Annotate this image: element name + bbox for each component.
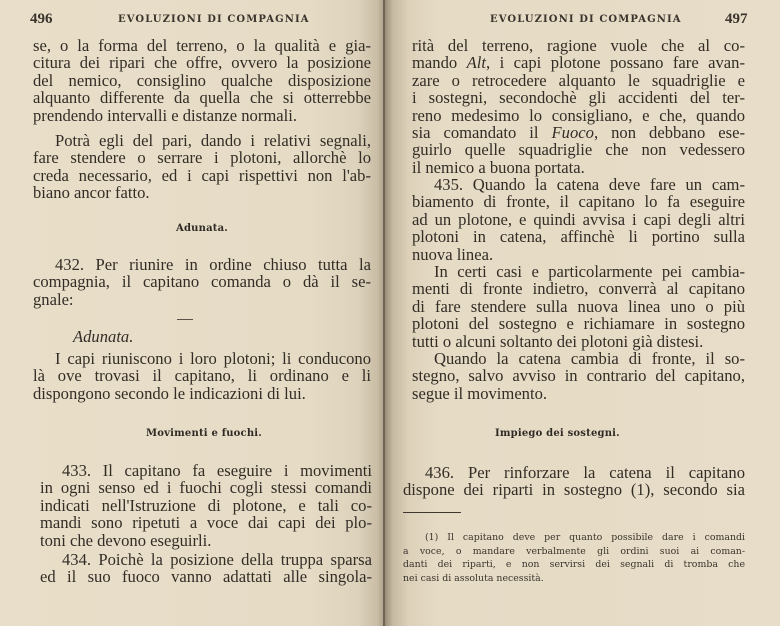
text-line: citura dei ripari che offre, ovvero la posizione bbox=[33, 53, 371, 73]
text-line: plotoni del sostegno e richiamare in sostegno bbox=[412, 314, 745, 334]
text-line bbox=[412, 89, 745, 106]
text-run: zare o retrocedere alquanto le squadriglie e bbox=[412, 70, 745, 90]
text-run: mando bbox=[412, 53, 467, 73]
text-line: compagnia, il capitano comanda o dà il se- bbox=[33, 272, 371, 292]
paragraph-capi bbox=[33, 350, 371, 402]
text-line: indicati nell'Istruzione di plotone, e tali co- bbox=[40, 495, 372, 515]
text-line: se, o la forma del terreno, o la qualità e gia- bbox=[33, 36, 371, 55]
text-line bbox=[412, 141, 745, 158]
text-line: ed il suo fuoco vanno adattati alle singola- bbox=[40, 567, 372, 587]
paragraph-quando bbox=[412, 350, 745, 402]
paragraph-continuation bbox=[412, 37, 745, 176]
paragraph-432 bbox=[33, 256, 371, 308]
paragraph-436 bbox=[403, 464, 745, 499]
paragraph-continuation bbox=[33, 37, 371, 124]
text-line: fare stendere o serrare i plotoni, allorchè lo bbox=[33, 148, 371, 168]
footnote-line: danti dei riparti, e non servirsi dei segnali di tromba che bbox=[403, 559, 745, 571]
text-run: reno medesimo lo consigliano, e che, quando bbox=[412, 105, 745, 125]
page-number: 497 bbox=[725, 11, 748, 27]
command-alt: Alt bbox=[466, 53, 486, 73]
text-run: guirlo quelle squadriglie che non vedessero bbox=[412, 140, 745, 160]
right-page bbox=[385, 0, 780, 626]
text-run: , non debbano ese- bbox=[593, 123, 745, 143]
text-line: là ove trovasi il capitano, li ordinano e li bbox=[33, 366, 371, 386]
text-line: stegno, salvo avviso in contrario del capitano, bbox=[412, 366, 745, 386]
text-line: toni che devono eseguirli. bbox=[40, 530, 212, 550]
text-line: biano ancor fatto. bbox=[33, 183, 150, 203]
text-line: In certi casi e particolarmente pei cambia- bbox=[434, 262, 745, 281]
paragraph-433 bbox=[40, 462, 372, 549]
text-line: dispone dei riparti in sostegno (1), secondo sia bbox=[403, 480, 745, 500]
footnote-line: a voce, o mandare verbalmente gli ordini suoi ai coman- bbox=[403, 545, 745, 557]
text-line: gnale: bbox=[33, 289, 74, 309]
text-line: mandi sono ripetuti a voce dai capi dei plo- bbox=[40, 513, 372, 533]
text-line bbox=[412, 54, 745, 71]
text-line: 433. Il capitano fa eseguire i movimenti bbox=[62, 461, 372, 480]
text-run: rità del terreno, ragione vuole che al co- bbox=[412, 36, 745, 55]
text-run: il nemico a buona portata. bbox=[412, 157, 585, 177]
text-line: Potrà egli del pari, dando i relativi segnali, bbox=[55, 131, 371, 150]
text-line: plotoni in catena, affinchè li portino sulla bbox=[412, 227, 745, 247]
footnote-line: (1) Il capitano deve per quanto possibile dare i comandi bbox=[425, 532, 745, 543]
running-head: EVOLUZIONI DI COMPAGNIA bbox=[118, 14, 310, 25]
footnote-rule bbox=[403, 512, 461, 513]
footnote-line: nei casi di assoluta necessità. bbox=[403, 572, 544, 584]
text-line: di fare stendere sulla nuova linea uno o più bbox=[412, 296, 745, 316]
text-line: 432. Per riunire in ordine chiuso tutta la bbox=[55, 255, 371, 274]
text-line bbox=[412, 37, 745, 54]
text-line: tutti o alcuni soltanto dei plotoni già distesi. bbox=[412, 331, 704, 351]
text-line: nuova linea. bbox=[412, 244, 494, 264]
text-line bbox=[412, 72, 745, 89]
footnote bbox=[403, 531, 745, 585]
text-line bbox=[412, 159, 745, 176]
command-fuoco: Fuoco bbox=[551, 123, 594, 143]
page-number: 496 bbox=[30, 11, 53, 27]
text-run: i sostegni, secondochè gli accidenti del ter- bbox=[412, 88, 745, 108]
text-line: dispongono secondo le indicazioni di lui. bbox=[33, 383, 306, 403]
section-heading-movimenti: Movimenti e fuochi. bbox=[146, 428, 262, 439]
command-adunata: Adunata. bbox=[73, 327, 134, 346]
paragraph-435 bbox=[412, 176, 745, 263]
text-line: 436. Per rinforzare la catena il capitano bbox=[425, 463, 745, 482]
text-line: alquanto differente da quella che si otterrebbe bbox=[33, 88, 371, 108]
running-head: EVOLUZIONI DI COMPAGNIA bbox=[490, 14, 682, 25]
text-run: sia comandato il bbox=[412, 123, 552, 143]
text-line bbox=[412, 124, 745, 141]
text-line: del nemico, consiglino qualche disposizione bbox=[33, 70, 371, 90]
text-line: 434. Poichè la posizione della truppa sparsa bbox=[62, 550, 372, 569]
text-line: creda necessario, ed i capi rispettivi non l'ab- bbox=[33, 165, 371, 185]
text-line: ad un plotone, e quindi avvisa i capi degli altri bbox=[412, 209, 745, 229]
text-line: prendendo intervalli e distanze normali. bbox=[33, 105, 298, 125]
left-page bbox=[0, 0, 385, 626]
text-line: I capi riuniscono i loro plotoni; li conducono bbox=[55, 349, 371, 368]
section-heading-adunata: Adunata. bbox=[176, 223, 228, 234]
paragraph-434 bbox=[40, 551, 372, 586]
text-line: biamento di fronte, il capitano lo fa eseguire bbox=[412, 192, 745, 212]
text-run: , i capi plotone possano fare avan- bbox=[485, 53, 745, 73]
section-heading-impiego: Impiego dei sostegni. bbox=[495, 428, 620, 439]
text-line: menti di fronte indietro, converrà al capitano bbox=[412, 279, 745, 299]
text-line: segue il movimento. bbox=[412, 383, 548, 403]
text-line bbox=[412, 107, 745, 124]
text-line: in ogni senso ed i fuochi cogli stessi comandi bbox=[40, 478, 372, 498]
separator-dash bbox=[177, 319, 193, 320]
paragraph-potra bbox=[33, 132, 371, 202]
text-line: Quando la catena cambia di fronte, il so- bbox=[434, 349, 745, 368]
paragraph-certi-casi bbox=[412, 263, 745, 350]
text-line: 435. Quando la catena deve fare un cam- bbox=[434, 175, 745, 194]
